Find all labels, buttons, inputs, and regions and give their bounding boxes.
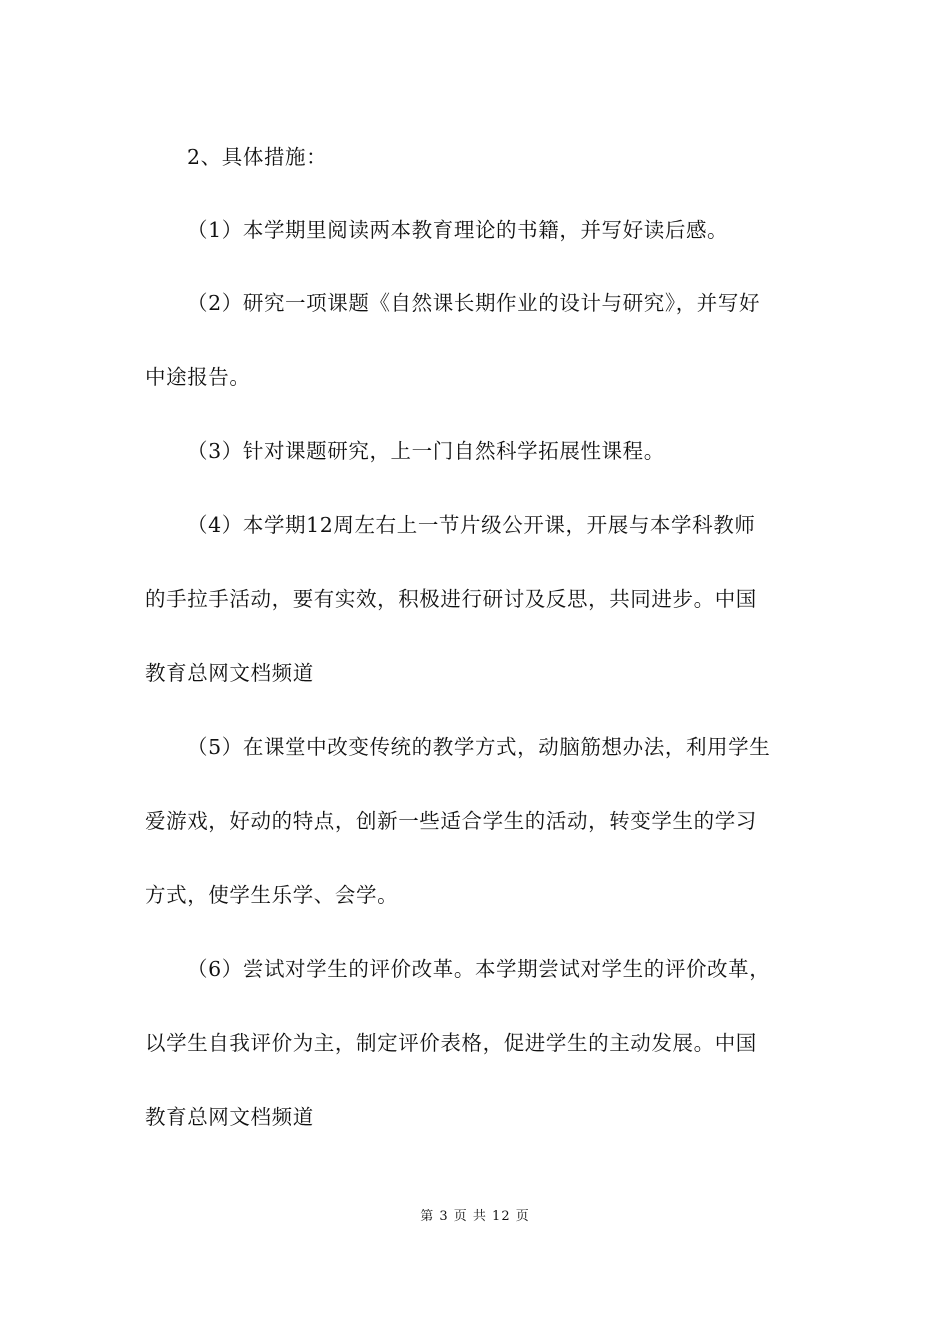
text-line: 爱游戏，好动的特点，创新一些适合学生的活动，转变学生的学习 — [145, 809, 757, 833]
text-line: （1）本学期里阅读两本教育理论的书籍，并写好读后感。 — [187, 218, 729, 242]
text-line: 以学生自我评价为主，制定评价表格，促进学生的主动发展。中国 — [145, 1031, 757, 1055]
text-line: 教育总网文档频道 — [145, 1105, 314, 1129]
text-line: 教育总网文档频道 — [145, 661, 314, 685]
text-line: 2、具体措施： — [187, 145, 328, 169]
text-line: 中途报告。 — [145, 365, 251, 389]
text-line: （4）本学期12周左右上一节片级公开课，开展与本学科教师 — [187, 513, 756, 537]
text-line: 的手拉手活动，要有实效，积极进行研讨及反思，共同进步。中国 — [145, 587, 757, 611]
text-line: （6）尝试对学生的评价改革。本学期尝试对学生的评价改革， — [187, 957, 771, 981]
text-line: （5）在课堂中改变传统的教学方式，动脑筋想办法，利用学生 — [187, 735, 771, 759]
page-number-footer: 第 3 页 共 12 页 — [420, 1209, 530, 1224]
text-line: （3）针对课题研究，上一门自然科学拓展性课程。 — [187, 439, 665, 463]
text-line: 方式，使学生乐学、会学。 — [145, 883, 399, 907]
text-line: （2）研究一项课题《自然课长期作业的设计与研究》，并写好 — [187, 291, 761, 315]
